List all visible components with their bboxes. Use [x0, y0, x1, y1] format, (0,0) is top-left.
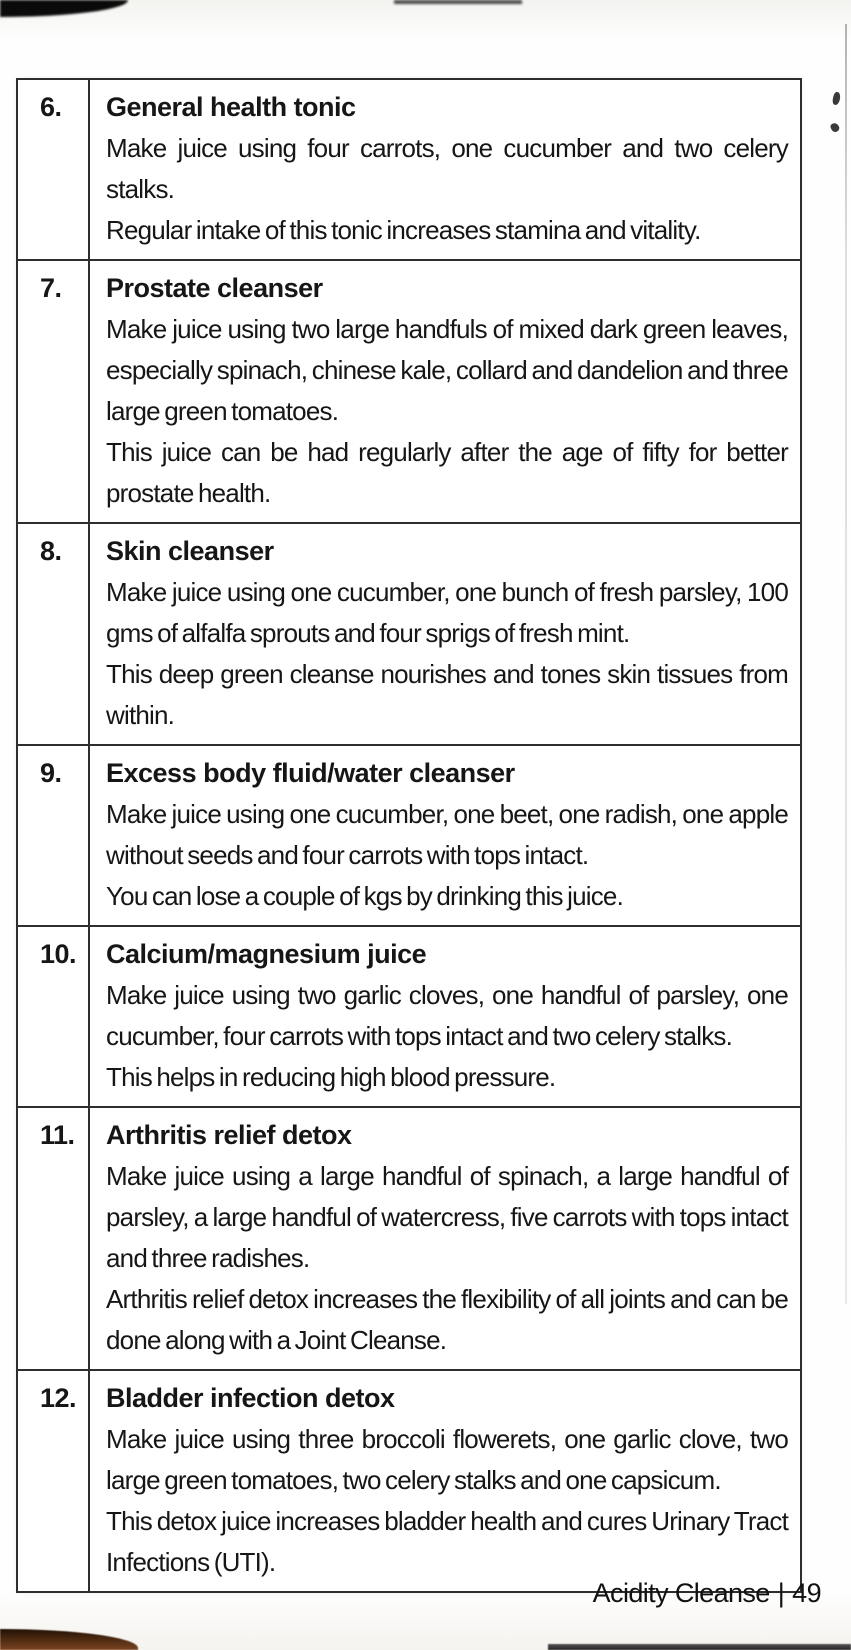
row-paragraph: This detox juice increases bladder health and cures Urinary Tract Infections (UTI). — [106, 1506, 788, 1577]
row-content — [90, 80, 800, 259]
row-title: General health tonic — [106, 92, 356, 122]
table-row — [18, 744, 800, 925]
row-paragraph: Make juice using two large handfuls of mixed dark green leaves, especially spinach, chinese kale, collard and dandelion and three large green tomatoes. — [106, 314, 788, 426]
row-paragraphs — [106, 975, 788, 1098]
table-row — [18, 1106, 800, 1369]
row-number: 12. — [18, 1371, 90, 1591]
row-paragraph: You can lose a couple of kgs by drinking this juice. — [106, 881, 624, 911]
row-title: Skin cleanser — [106, 536, 274, 566]
row-paragraph: Make juice using three broccoli flowerets, one garlic clove, two large green tomatoes, two celery stalks and one capsicum. — [106, 1424, 788, 1495]
row-title: Bladder infection detox — [106, 1383, 395, 1413]
row-content — [90, 927, 800, 1106]
row-paragraph: This deep green cleanse nourishes and tones skin tissues from within. — [106, 659, 788, 730]
scan-wood-corner-bottom-left — [0, 1629, 138, 1650]
scan-streak-top-center — [394, 0, 522, 4]
footer-page-number: 49 — [792, 1578, 821, 1608]
row-paragraph: This helps in reducing high blood pressure. — [106, 1062, 556, 1092]
row-paragraphs — [106, 309, 788, 514]
row-title: Prostate cleanser — [106, 273, 323, 303]
row-paragraphs — [106, 572, 788, 736]
row-content — [90, 1371, 800, 1591]
row-paragraph: Make juice using one cucumber, one bunch of fresh parsley, 100 gms of alfalfa sprouts and four sprigs of fresh mint. — [106, 577, 788, 648]
row-number: 6. — [18, 80, 90, 259]
cleanse-recipe-table — [16, 78, 802, 1593]
scan-bar-bottom-right — [548, 1644, 851, 1650]
row-number: 7. — [18, 261, 90, 522]
table-row — [18, 925, 800, 1106]
row-title: Excess body fluid/water cleanser — [106, 758, 515, 788]
table-row — [18, 259, 800, 522]
page-footer — [593, 1578, 821, 1609]
row-title: Arthritis relief detox — [106, 1120, 352, 1150]
footer-separator: | — [777, 1578, 785, 1608]
table-row — [18, 1369, 800, 1591]
footer-section-title: Acidity Cleanse — [592, 1578, 770, 1608]
row-paragraph: Make juice using one cucumber, one beet, one radish, one apple without seeds and four carrots with tops intact. — [106, 799, 788, 870]
row-paragraph: Make juice using two garlic cloves, one handful of parsley, one cucumber, four carrots with tops intact and two celery stalks. — [106, 980, 788, 1051]
row-title: Calcium/magnesium juice — [106, 939, 427, 969]
table-row — [18, 522, 800, 744]
row-paragraph: Make juice using a large handful of spinach, a large handful of parsley, a large handful of watercress, five carrots with tops intact and three radishes. — [106, 1161, 788, 1273]
row-number: 11. — [18, 1108, 90, 1369]
row-content — [90, 261, 800, 522]
page-edge-line — [845, 24, 847, 1304]
row-paragraph: Make juice using four carrots, one cucumber and two celery stalks. — [106, 133, 788, 204]
scan-speck — [832, 91, 842, 105]
row-content — [90, 524, 800, 744]
row-content — [90, 1108, 800, 1369]
row-paragraphs — [106, 128, 788, 251]
row-number: 10. — [18, 927, 90, 1106]
row-paragraph: This juice can be had regularly after the age of fifty for better prostate health. — [106, 437, 788, 508]
row-number: 9. — [18, 746, 90, 925]
row-paragraph: Arthritis relief detox increases the flexibility of all joints and can be done along with a Joint Cleanse. — [106, 1284, 788, 1355]
row-content — [90, 746, 800, 925]
scan-shadow-top-left — [0, 0, 128, 17]
row-paragraphs — [106, 794, 788, 917]
row-paragraphs — [106, 1419, 788, 1583]
row-paragraphs — [106, 1156, 788, 1361]
row-number: 8. — [18, 524, 90, 744]
row-paragraph: Regular intake of this tonic increases stamina and vitality. — [106, 215, 701, 245]
scan-speck — [829, 122, 840, 134]
table-row — [18, 80, 800, 259]
